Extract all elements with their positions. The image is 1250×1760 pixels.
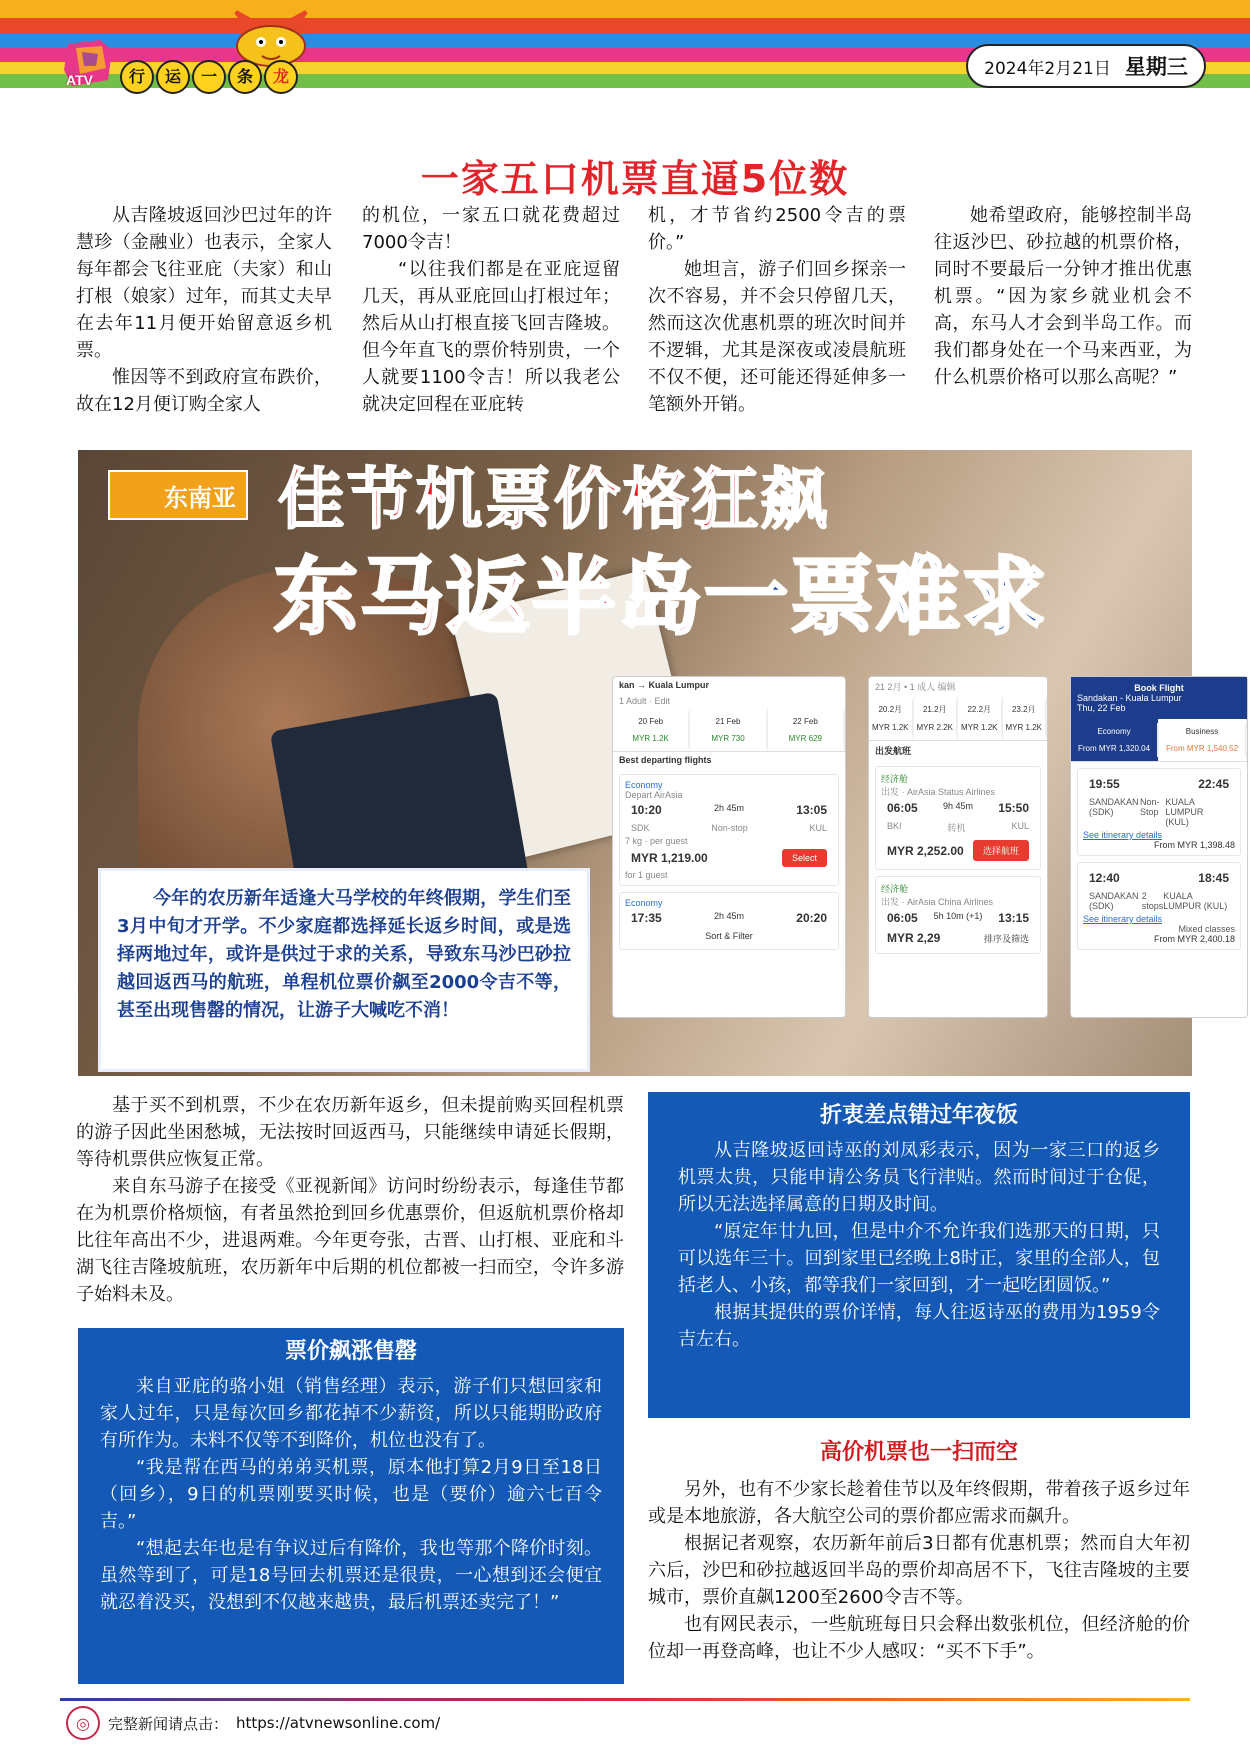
section-char: 运 [156,60,190,94]
paragraph: 惟因等不到政府宣布跌价，故在12月便订购全家人 [76,367,332,415]
paragraph: “原定年廿九回，但是中介不允许我们选那天的日期，只可以选年三十。回到家里已经晚上8时正，家里的全部人，包括老人、小孩，都等我们一家回到，才一起吃团圆饭。” [678,1221,1160,1296]
paragraph: 从吉隆坡返回诗巫的刘凤彩表示，因为一家三口的返乡机票太贵，只能申请公务员飞行津贴。然而时间过于仓促，所以无法选择属意的日期及时间。 [678,1140,1160,1215]
region-label: 东南亚 [108,470,248,520]
column-4 [934,202,1192,391]
column-1 [76,202,332,418]
section-char: 条 [228,60,262,94]
phone-screenshot-2: 21 2月 • 1 成人 编辑 20.2月 MYR 1.2K 21.2月 MYR 2.2K 22.2月 MYR 1.2K 23.2月 MYR 1.2K 出发航班 经济舱 出发 · AirAsia Status Airlines 06:05 9h 45m 15:50 BKI 转机 KUL MYR 2,252.00 选择航班 经济舱 出发 · AirAsia China Airlines 06:05 5h 10m (+1) 13:15 MYR 2,29 排序及筛选 [868,676,1048,1018]
box-title: 票价飙涨售罄 [284,1339,417,1364]
phone-screenshot-3: Book Flight Sandakan - Kuala Lumpur Thu, 22 Feb Economy From MYR 1,320.04 Business From MYR 1,540.52 19:55 22:45 SANDAKAN (SDK) Non-Stop KUALA LUMPUR (KUL) See itinerary details From MYR 1,398.48 12:40 18:45 SANDAKAN (SDK) 2 stops KUALA LUMPUR (KUL) See itinerary details Mixed classes From MYR 2,400.18 [1070,676,1248,1018]
paragraph: “以往我们都是在亚庇逗留几天，再从亚庇回山打根过年；然后从山打根直接飞回吉隆坡。但今年直飞的票价特别贵，一个人就要1100令吉！所以我老公就决定回程在亚庇转 [362,259,620,415]
paragraph: 来自亚庇的骆小姐（销售经理）表示，游子们只想回家和家人过年，只是每次回乡都花掉不少薪资，所以只能期盼政府有所作为。未料不仅等不到降价，机位也没有了。 [100,1376,602,1451]
atv-logo[interactable]: ATV [62,40,118,90]
weekday: 星期三 [1124,55,1188,79]
section-char: 一 [192,60,226,94]
footer [66,1706,440,1740]
paragraph: 另外，也有不少家长趁着佳节以及年终假期，带着孩子返乡过年或是本地旅游，各大航空公司的票价都应需求而飙升。 [648,1479,1190,1527]
footer-link[interactable]: https://atvnewsonline.com/ [236,1714,441,1732]
sidebar-box-reunion-dinner [648,1092,1190,1418]
column-2 [362,202,620,418]
paragraph: 基于买不到机票，不少在农历新年返乡，但未提前购买回程机票的游子因此坐困愁城，无法按时回返西马，只能继续申请延长假期，等待机票供应恢复正常。 [76,1095,624,1170]
section-char: 行 [120,60,154,94]
hero-title-part-a: 东马返半岛 [274,548,705,646]
header-stripe-yellow [0,0,1250,18]
paragraph: 根据其提供的票价详情，每人往返诗巫的费用为1959令吉左右。 [678,1302,1160,1350]
paragraph: 从吉隆坡返回沙巴过年的许慧珍（金融业）也表示，全家人每年都会飞往亚庇（夫家）和山打根（娘家）过年，而其丈夫早在去年11月便开始留意返乡机票。 [76,205,332,361]
paragraph: 的机位，一家五口就花费超过7000令吉！ [362,205,620,253]
issue-date: 2024年2月21日 [984,58,1111,79]
headline: 一家五口机票直逼5位数 [420,157,850,201]
paragraph: 她希望政府，能够控制半岛往返沙巴、砂拉越的机票价格，同时不要最后一分钟才推出优惠机票。“因为家乡就业机会不高，东马人才会到半岛工作。而我们都身处在一个马来西亚，为什么机票价格可以那么高呢？” [934,205,1192,388]
paragraph: “想起去年也是有争议过后有降价，我也等那个降价时刻。虽然等到了，可是18号回去机票还是很贵，一心想到还会便宜就忍着没买，没想到不仅越来越贵，最后机票还卖完了！” [100,1538,602,1613]
paragraph: “我是帮在西马的弟弟买机票，原本他打算2月9日至18日（回乡），9日的机票刚要买时候，也是（要价）逾六七百令吉。” [100,1457,602,1532]
sidebar-box-price-surge [78,1328,624,1684]
hero-title-line2 [274,530,1048,651]
paragraph: 机，才节省约2500令吉的票价。” [648,205,906,253]
last-section-text [648,1476,1190,1665]
phone-screenshot-1: kan → Kuala Lumpur 1 Adult · Edit 20 Feb MYR 1.2K 21 Feb MYR 730 22 Feb MYR 629 Best departing flights Economy Depart AirAsia 10:20 2h 45m 13:05 SDK Non-stop KUL 7 kg · per guest MYR 1,219.00 Select for 1 guest Economy 17:35 2h 45m 20:20 Sort & Filter [612,676,846,1018]
paragraph: 来自东马游子在接受《亚视新闻》访问时纷纷表示，每逢佳节都在为机票价格烦恼，有者虽然抢到回乡优惠票价，但返航机票价格却比往年高出不少，进退两难。今年更夸张，古晋、山打根、亚庇和斗湖飞往吉隆坡航班，农历新年中后期的机位都被一扫而空，令许多游子始料未及。 [76,1176,624,1305]
footer-label: 完整新闻请点击： [108,1714,229,1733]
hero-caption [98,868,590,1072]
paragraph: 根据记者观察，农历新年前后3日都有优惠机票；然而自大年初六后，沙巴和砂拉越返回半岛的票价却高居不下，飞往吉隆坡的主要城市，票价直飙1200至2600令吉不等。 [648,1533,1190,1608]
column-3 [648,202,906,418]
select-button: Select [782,849,827,867]
caption-text: 今年的农历新年适逢大马学校的年终假期，学生们至3月中旬才开学。不少家庭都选择延长返乡时间，或是选择两地过年，或许是供过于求的关系，导致东马沙巴砂拉越回返西马的航班，单程机位票价飙至2000令吉不等，甚至出现售罄的情况，让游子大喊吃不消！ [117,888,571,1021]
mid-left-text [76,1092,624,1308]
paragraph: 她坦言，游子们回乡探亲一次不容易，并不会只停留几天，然而这次优惠机票的班次时间并不逻辑，尤其是深夜或凌晨航班不仅不便，还可能还得延伸多一笔额外开销。 [648,259,906,415]
section-logo [120,60,298,94]
globe-icon: ◎ [66,1706,100,1740]
box-title: 折衷差点错过年夜饭 [819,1103,1018,1128]
dragon-mascot-icon [226,8,316,68]
paragraph: 也有网民表示，一些航班每日只会释出数张机位，但经济舱的价位却一再登高峰，也让不少人感叹：“买不下手”。 [648,1614,1190,1662]
date-pill [966,44,1206,88]
subheading-high-price: 高价机票也一扫而空 [819,1440,1018,1465]
section-char: 龙 [264,60,298,94]
hero-title-line1: 佳节机票价格狂飙 [278,461,830,538]
footer-divider [60,1698,1190,1701]
hero-title-part-b: 一票难求 [704,548,1049,646]
header-stripe-red [0,18,1250,34]
